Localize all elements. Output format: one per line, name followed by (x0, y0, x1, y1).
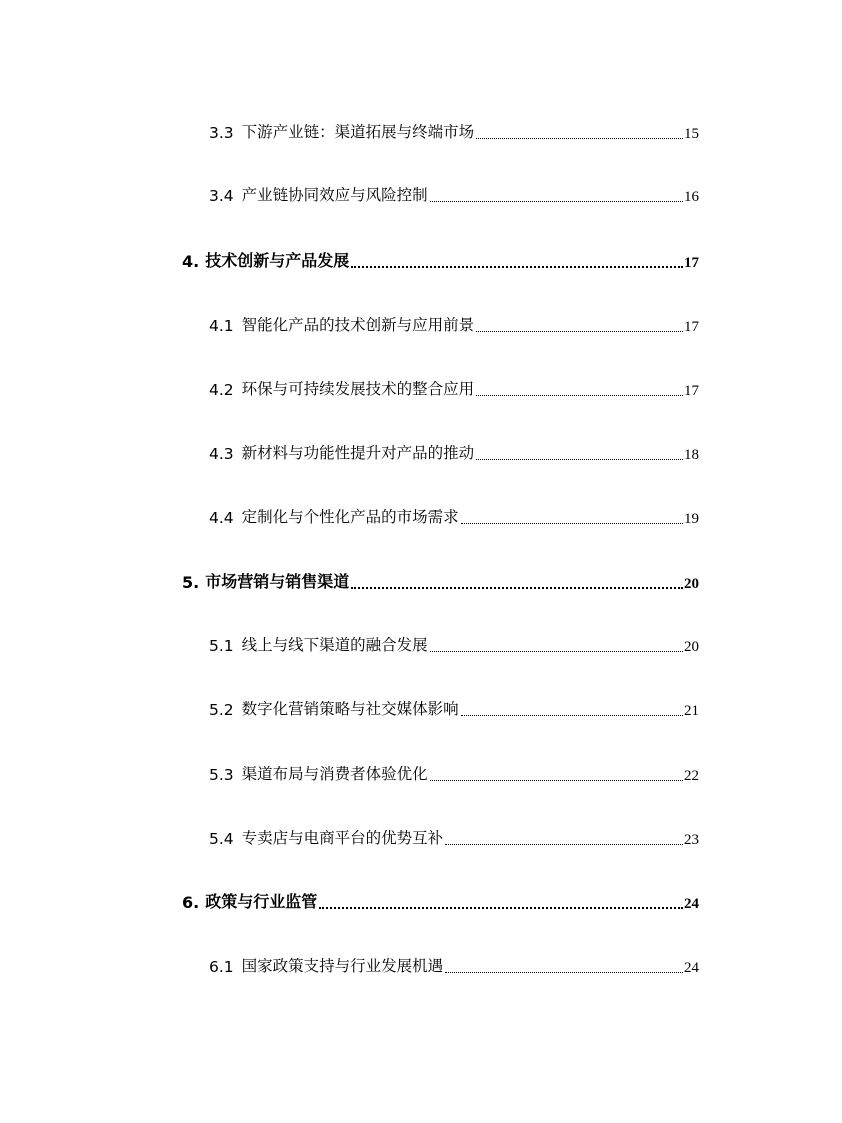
dot-leader (461, 715, 683, 716)
toc-entry-page: 16 (684, 189, 699, 205)
toc-entry-5-2[interactable] (209, 697, 699, 719)
toc-entry-page: 24 (684, 960, 699, 976)
toc-entry-4-3[interactable] (209, 441, 699, 463)
toc-entry-3-4[interactable] (209, 183, 699, 205)
toc-entry-4-2[interactable] (209, 377, 699, 399)
toc-entry-5-1[interactable] (209, 633, 699, 655)
dot-leader (445, 844, 683, 845)
toc-entry-number: 5.1 (209, 637, 234, 655)
toc-entry-5[interactable] (182, 569, 699, 592)
toc-entry-title: 下游产业链：渠道拓展与终端市场 (241, 123, 475, 141)
toc-entry-5-3[interactable] (209, 762, 699, 784)
toc-entry-number: 4. (182, 252, 200, 271)
toc-entry-title: 技术创新与产品发展 (205, 251, 350, 270)
dot-leader (476, 459, 683, 460)
toc-entry-page: 20 (684, 576, 699, 592)
toc-entry-page: 22 (684, 768, 699, 784)
toc-entry-title: 线上与线下渠道的融合发展 (241, 636, 428, 654)
toc-entry-4-1[interactable] (209, 313, 699, 335)
dot-leader (351, 266, 683, 268)
toc-entry-3-3[interactable] (209, 120, 699, 142)
toc-entry-title: 渠道布局与消费者体验优化 (241, 765, 428, 783)
dot-leader (430, 201, 683, 202)
toc-entry-number: 4.1 (209, 317, 234, 335)
toc-entry-number: 6.1 (209, 958, 234, 976)
dot-leader (476, 395, 683, 396)
dot-leader (319, 907, 683, 909)
toc-entry-title: 新材料与功能性提升对产品的推动 (241, 444, 475, 462)
toc-entry-page: 17 (684, 255, 699, 271)
toc-entry-6[interactable] (182, 889, 699, 912)
dot-leader (430, 651, 683, 652)
toc-entry-page: 18 (684, 447, 699, 463)
toc-entry-title: 国家政策支持与行业发展机遇 (241, 957, 444, 975)
toc-entry-number: 5. (182, 573, 200, 592)
toc-entry-title: 环保与可持续发展技术的整合应用 (241, 380, 475, 398)
toc-entry-title: 专卖店与电商平台的优势互补 (241, 829, 444, 847)
toc-entry-number: 5.2 (209, 701, 234, 719)
dot-leader (445, 972, 683, 973)
toc-entry-number: 4.3 (209, 445, 234, 463)
dot-leader (351, 587, 683, 589)
toc-entry-page: 20 (684, 639, 699, 655)
toc-entry-number: 5.3 (209, 766, 234, 784)
toc-entry-title: 数字化营销策略与社交媒体影响 (241, 700, 459, 718)
toc-entry-5-4[interactable] (209, 826, 699, 848)
dot-leader (430, 780, 683, 781)
toc-entry-number: 3.3 (209, 124, 234, 142)
dot-leader (476, 331, 683, 332)
toc-entry-title: 定制化与个性化产品的市场需求 (241, 508, 459, 526)
toc-entry-page: 21 (684, 703, 699, 719)
toc-entry-page: 17 (684, 319, 699, 335)
dot-leader (461, 523, 683, 524)
toc-entry-6-1[interactable] (209, 954, 699, 976)
toc-entry-number: 4.2 (209, 381, 234, 399)
toc-entry-title: 智能化产品的技术创新与应用前景 (241, 316, 475, 334)
toc-entry-page: 15 (684, 126, 699, 142)
dot-leader (476, 138, 683, 139)
toc-entry-4[interactable] (182, 248, 699, 271)
toc-entry-page: 24 (684, 896, 699, 912)
toc-entry-page: 19 (684, 511, 699, 527)
toc-entry-number: 5.4 (209, 830, 234, 848)
toc-entry-number: 3.4 (209, 187, 234, 205)
toc-entry-page: 23 (684, 832, 699, 848)
toc-entry-4-4[interactable] (209, 505, 699, 527)
toc-entry-number: 6. (182, 893, 200, 912)
toc-entry-page: 17 (684, 383, 699, 399)
toc-entry-title: 政策与行业监管 (205, 892, 318, 911)
toc-entry-number: 4.4 (209, 509, 234, 527)
toc-entry-title: 市场营销与销售渠道 (205, 572, 350, 591)
toc-entry-title: 产业链协同效应与风险控制 (241, 186, 428, 204)
